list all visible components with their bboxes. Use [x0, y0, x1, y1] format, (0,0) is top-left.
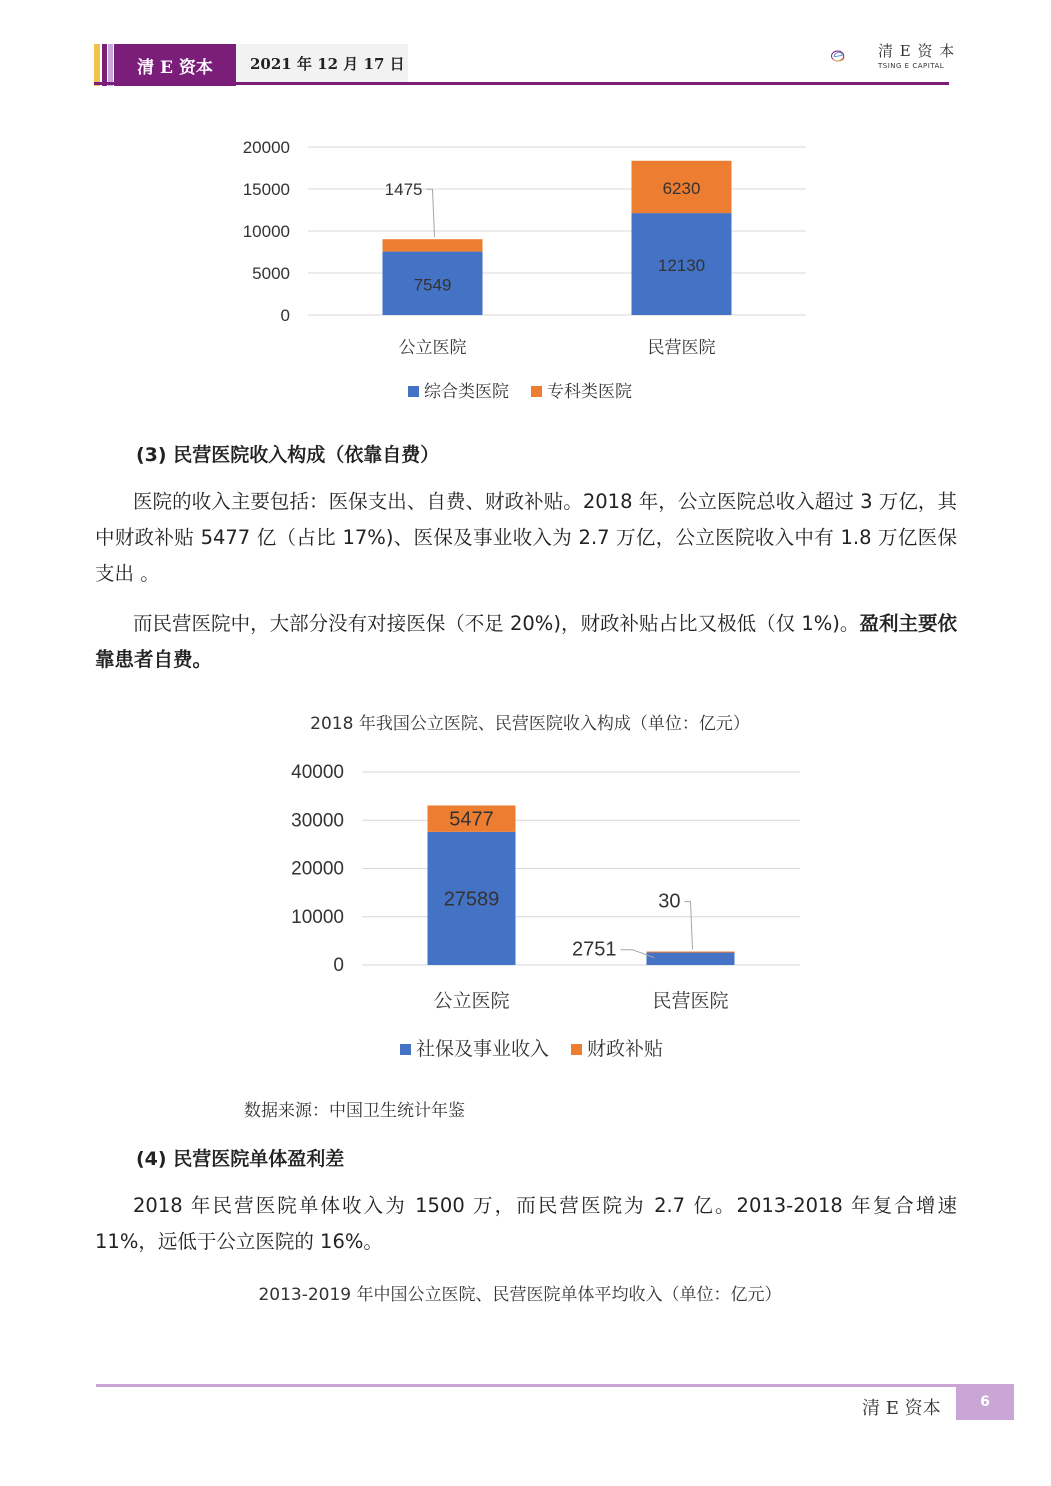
data-label: 6230	[662, 178, 701, 198]
section3-p2-text: 而民营医院中，大部分没有对接医保（不足 20%)，财政补贴占比又极低（仅 1%)。	[133, 612, 860, 635]
footer-brand: 清 E 资本	[862, 1398, 941, 1419]
header-stripe-gold	[94, 44, 100, 86]
legend-label: 社保及事业收入	[416, 1038, 550, 1060]
section4-caption: 2013-2019 年中国公立医院、民营医院单体平均收入（单位：亿元）	[258, 1285, 782, 1305]
data-label: 30	[658, 890, 681, 913]
y-tick-label: 0	[280, 306, 290, 325]
chart-income-structure	[240, 752, 820, 1072]
y-tick-label: 40000	[291, 762, 344, 783]
section3-heading: (3) 民营医院收入构成（依靠自费）	[136, 444, 440, 466]
section4-heading: (4) 民营医院单体盈利差	[136, 1148, 345, 1170]
category-label: 公立医院	[433, 990, 510, 1012]
legend-label: 财政补贴	[587, 1038, 664, 1060]
y-tick-label: 5000	[252, 264, 290, 283]
legend-swatch	[400, 1044, 411, 1055]
legend-swatch	[531, 386, 542, 397]
category-label: 民营医院	[647, 338, 716, 358]
header-date: 2021 年 12 月 17 日	[236, 44, 408, 82]
section3-paragraph-1	[95, 484, 957, 592]
y-tick-label: 10000	[242, 222, 290, 241]
label-leader-line	[685, 902, 693, 950]
header-rule	[94, 82, 949, 85]
chart-hospital-types	[200, 128, 840, 418]
footer-rule	[96, 1384, 1014, 1387]
label-leader-line	[427, 189, 435, 237]
section3-p1-text: 医院的收入主要包括：医保支出、自费、财政补贴。2018 年，公立医院总收入超过 3 万亿，其中财政补贴 5477 亿（占比 17%)、医保及事业收入为 2.7 万亿，公立医院收入中有 1.8 万亿医保支出 。	[95, 490, 957, 585]
header-brand: 清 E 资本	[114, 44, 236, 86]
y-tick-label: 30000	[291, 810, 344, 832]
data-label: 1475	[384, 180, 423, 200]
bar-财政补贴	[647, 952, 735, 953]
data-label: 7549	[413, 275, 452, 295]
section3-p2-bold: 盈利主要依靠患者自费。	[95, 612, 957, 671]
section3-paragraph-2	[95, 606, 957, 678]
legend-label: 专科类医院	[547, 382, 632, 402]
page-number: 6	[956, 1384, 1014, 1420]
header-stripe-light	[108, 44, 113, 86]
bar-专科类医院	[383, 239, 483, 251]
category-label: 公立医院	[398, 338, 467, 358]
y-tick-label: 0	[333, 955, 344, 976]
y-tick-label: 20000	[242, 138, 290, 157]
y-tick-label: 10000	[291, 906, 344, 928]
data-label: 2751	[572, 938, 617, 961]
logo-english-text: TSING E CAPITAL	[878, 62, 945, 70]
legend-swatch	[408, 386, 419, 397]
section4-paragraph-1	[95, 1188, 957, 1260]
data-source: 数据来源：中国卫生统计年鉴	[244, 1101, 465, 1121]
y-tick-label: 15000	[242, 180, 290, 199]
y-tick-label: 20000	[291, 858, 344, 880]
legend-label: 综合类医院	[424, 382, 509, 402]
legend-swatch	[571, 1044, 582, 1055]
data-label: 27589	[443, 888, 500, 911]
logo-chinese-text: 清 E 资 本	[878, 42, 956, 60]
header-stripe-purple	[102, 44, 107, 86]
bar-社保及事业收入	[647, 952, 735, 965]
chart-income-title: 2018 年我国公立医院、民营医院收入构成（单位：亿元）	[310, 714, 750, 734]
chart-hospital-types-svg	[200, 128, 840, 418]
data-label: 12130	[657, 256, 706, 276]
data-label: 5477	[449, 808, 494, 831]
category-label: 民营医院	[652, 990, 729, 1012]
chart-income-structure-svg	[240, 752, 820, 1072]
section4-p1-text: 2018 年民营医院单体收入为 1500 万，而民营医院为 2.7 亿。2013-2018 年复合增速 11%，远低于公立医院的 16%。	[95, 1194, 957, 1253]
tsinge-logo-icon	[830, 36, 876, 76]
